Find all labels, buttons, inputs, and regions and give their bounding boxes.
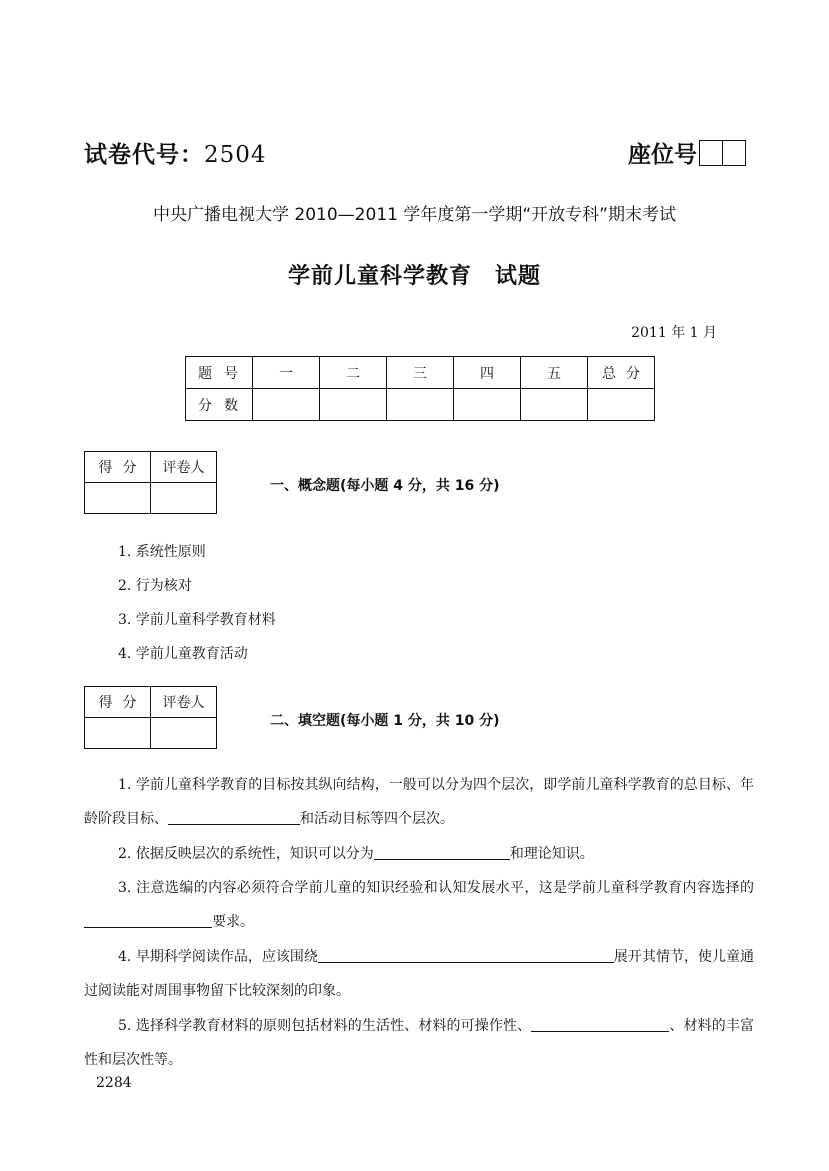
exam-subtitle: 中央广播电视大学 2010—2011 学年度第一学期“开放专科”期末考试 — [153, 205, 676, 225]
seat-number-label: 座位号 — [628, 142, 697, 168]
q1-text-b: 和活动目标等四个层次。 — [300, 811, 454, 827]
seat-box-2 — [723, 140, 746, 166]
seat-number-boxes — [699, 140, 746, 166]
page-number: 2284 — [96, 1075, 132, 1091]
score-table-question-label: 题号 — [186, 357, 253, 389]
score-cell — [454, 389, 521, 421]
score-table-col: 二 — [320, 357, 387, 389]
score-table — [185, 356, 655, 421]
q4-answer-blank — [318, 948, 614, 963]
q1-text-a: 1. 学前儿童科学教育的目标按其纵向结构，一般可以分为四个层次，即学前儿童科学教育的总目标、年龄阶段目标、 — [84, 777, 754, 827]
score-table-header-row — [186, 357, 655, 389]
q2-text-a: 2. 依据反映层次的系统性，知识可以分为 — [118, 846, 374, 862]
score-cell — [320, 389, 387, 421]
section2-question-4 — [84, 940, 754, 1008]
section1-heading: 一、概念题(每小题 4 分，共 16 分) — [270, 478, 500, 494]
grader-label: 评卷人 — [151, 452, 217, 483]
section2-heading: 二、填空题(每小题 1 分，共 10 分) — [270, 713, 500, 729]
section2-question-3 — [84, 871, 754, 939]
score-table-col: 一 — [253, 357, 320, 389]
section2-question-2 — [84, 837, 754, 871]
score-cell — [521, 389, 588, 421]
section1-item: 2. 行为核对 — [118, 578, 192, 594]
exam-code-label: 试卷代号： — [84, 142, 204, 168]
q4-text-b: 展开其情节，使儿童通过阅读能对周围事物留下比较深刻的印象。 — [84, 949, 754, 999]
exam-code-number: 2504 — [204, 142, 267, 168]
q2-text-b: 和理论知识。 — [509, 846, 594, 862]
q5-text-b: 、材料的丰富性和层次性等。 — [84, 1018, 754, 1068]
grader-score-label: 得分 — [85, 687, 151, 718]
score-cell — [588, 389, 655, 421]
exam-date: 2011 年 1 月 — [631, 325, 717, 341]
grader-score-cell — [85, 483, 151, 514]
seat-box-1 — [699, 140, 723, 166]
q4-text-a: 4. 早期科学阅读作品，应该围绕 — [118, 949, 318, 965]
score-table-score-label: 分数 — [186, 389, 253, 421]
score-table-col: 三 — [387, 357, 454, 389]
section1-item: 4. 学前儿童教育活动 — [118, 646, 248, 662]
grader-score-label: 得分 — [85, 452, 151, 483]
section1-item: 3. 学前儿童科学教育材料 — [118, 612, 276, 628]
q3-answer-blank — [84, 913, 212, 928]
score-table-col: 四 — [454, 357, 521, 389]
grader-score-cell — [85, 718, 151, 749]
section2-question-1 — [84, 768, 754, 836]
grader-name-cell — [151, 483, 217, 514]
section1-item: 1. 系统性原则 — [118, 544, 206, 560]
score-cell — [253, 389, 320, 421]
score-table-col: 五 — [521, 357, 588, 389]
grader-name-cell — [151, 718, 217, 749]
seat-number — [628, 136, 746, 169]
grader-label: 评卷人 — [151, 687, 217, 718]
exam-code — [84, 136, 267, 169]
q5-text-a: 5. 选择科学教育材料的原则包括材料的生活性、材料的可操作性、 — [118, 1018, 532, 1034]
section2-question-5 — [84, 1009, 754, 1077]
exam-title: 学前儿童科学教育 试题 — [287, 264, 541, 289]
score-table-score-row — [186, 389, 655, 421]
grader-box-section1 — [84, 451, 217, 514]
q1-answer-blank — [168, 810, 300, 825]
score-table-col: 总分 — [588, 357, 655, 389]
score-cell — [387, 389, 454, 421]
q2-answer-blank — [374, 845, 510, 860]
q3-text-a: 3. 注意选编的内容必须符合学前儿童的知识经验和认知发展水平，这是学前儿童科学教育内容选择的 — [118, 880, 754, 896]
q3-text-b: 要求。 — [212, 914, 254, 930]
q5-answer-blank — [531, 1017, 669, 1032]
grader-box-section2 — [84, 686, 217, 749]
